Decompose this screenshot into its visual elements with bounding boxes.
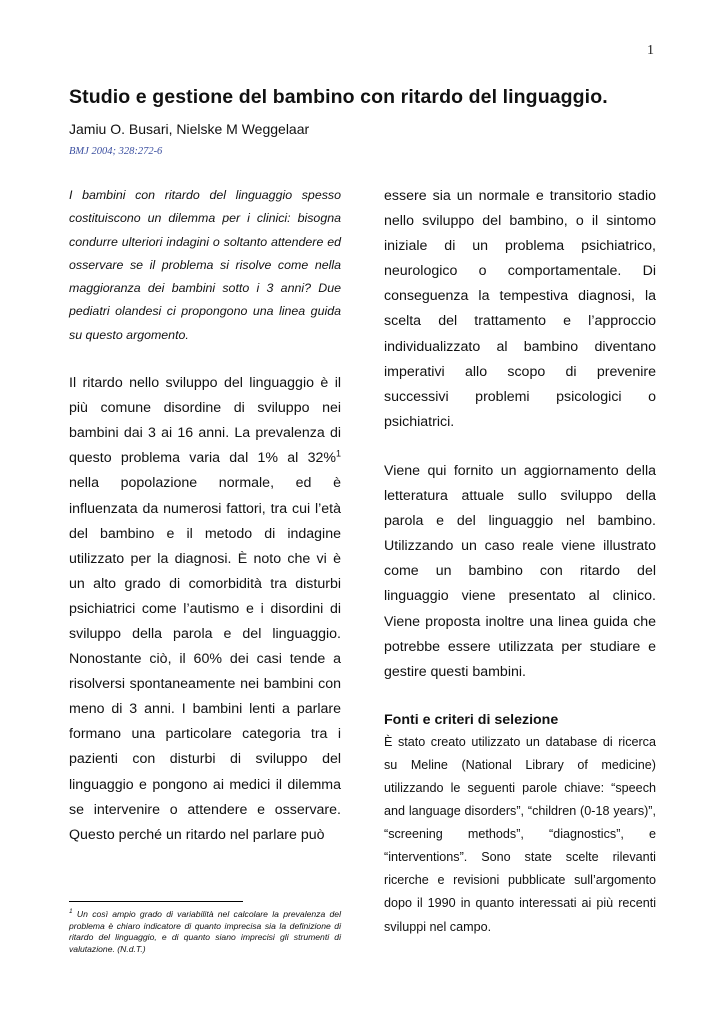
section-heading: Fonti e criteri di selezione [384, 711, 559, 728]
footnote-text: Un così ampio grado di variabilità nel calcolare la prevalenza del problema è chiaro indicatore di quanto imprecisa sia la definizione di ritardo del linguaggio, e di quanto siano imprecisi gli strumenti di valutazione. (N.d.T.) [69, 909, 341, 954]
article-title: Studio e gestione del bambino con ritardo del linguaggio. [69, 86, 608, 108]
footnote-reference: 1 [335, 448, 341, 459]
overview-paragraph: Viene qui fornito un aggiornamento della letteratura attuale sullo sviluppo della parola e del linguaggio nel bambino. Utilizzando un caso reale viene illustrato come un bambino con ritardo del linguaggio viene presentato al clinico. Viene proposta inoltre una linea guida che potrebbe essere utilizzata per studiare e gestire questi bambini. [384, 462, 656, 680]
footnote-divider [69, 901, 243, 902]
intro-paragraph-continued: essere sia un normale e transitorio stadio nello sviluppo del bambino, o il sintomo iniziale di un problema psichiatrico, neurologico o comportamentale. Di conseguenza la tempestiva diagnosi, la scelta del trattamento e l’approccio individualizzato al bambino diventano imperativi allo scopo di prevenire successivi problemi psicologici o psichiatrici. [384, 188, 656, 430]
article-citation: BMJ 2004; 328:272-6 [69, 146, 163, 157]
page-number: 1 [647, 43, 654, 58]
intro-text-start: Il ritardo nello sviluppo del linguaggio è il più comune disordine di sviluppo nei bambini dai 3 ai 16 anni. La prevalenza di questo problema varia dal 1% al 32% [69, 375, 341, 467]
abstract: I bambini con ritardo del linguaggio spesso costituiscono un dilemma per i clinici: bisogna condurre ulteriori indagini o soltanto attendere ed osservare se il problema si risolve come nella maggioranza dei bambini sotto i 3 anni? Due pediatri olandesi ci propongono una linea guida su questo argomento. [69, 188, 341, 342]
intro-text-end: nella popolazione normale, ed è influenzata da numerosi fattori, tra cui l’età del bambino e il metodo di indagine utilizzato per la diagnosi. È noto che vi è un alto grado di comorbidità tra disturbi psichiatrici come l’autismo e i disordini di sviluppo della parola e del linguaggio. Nonostante ciò, il 60% dei casi tende a risolversi spontaneamente nei bambini con meno di 3 anni. I bambini lenti a parlare formano una particolare categoria tra i pazienti con disturbi di sviluppo del linguaggio e pongono ai medici il dilemma se intervenire o attendere e osservare. Questo perché un ritardo nel parlare può [69, 475, 341, 843]
article-authors: Jamiu O. Busari, Nielske M Weggelaar [69, 121, 310, 137]
left-column [69, 184, 341, 848]
intro-paragraph [69, 371, 341, 848]
methods-paragraph: È stato creato utilizzato un database di ricerca su Meline (National Library of medicine) utilizzando le seguenti parole chiave: “speech and language disorders”, “children (0-18 years)”, “screening methods”, “diagnostics”, e “interventions”. Sono state scelte rilevanti ricerche e revisioni pubblicate sull’argomento dopo il 1990 in quanto interessati ai più recenti sviluppi nel campo. [384, 734, 656, 934]
footnote [69, 909, 341, 955]
footnote-number: 1 [69, 908, 73, 916]
right-column [384, 184, 656, 939]
